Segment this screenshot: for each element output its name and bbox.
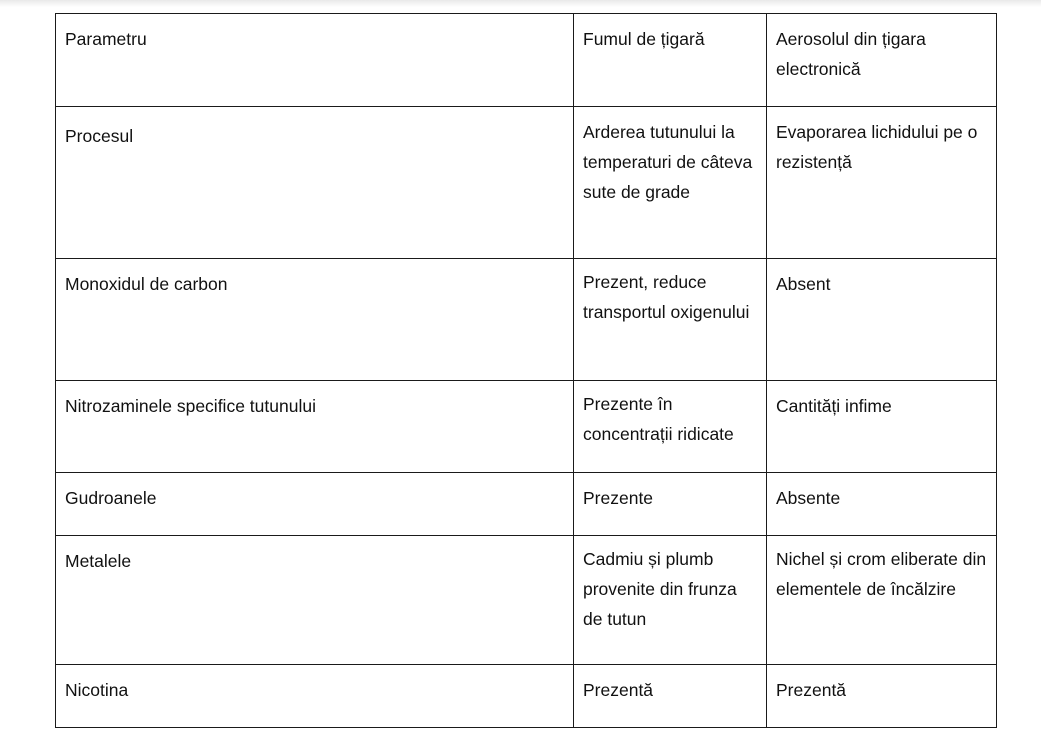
row-label: Gudroanele [56,473,574,536]
cell-ecig-aerosol: Prezentă [767,665,997,728]
table-row [56,665,997,728]
cell-ecig-aerosol: Evaporarea lichidului pe o rezistență [767,107,997,259]
header-cell-parameter: Parametru [56,14,574,107]
row-label: Nitrozaminele specifice tutunului [56,381,574,473]
cell-ecig-aerosol: Absente [767,473,997,536]
cell-cigarette-smoke: Prezent, reduce transportul oxigenului [574,259,767,381]
top-edge-shadow [0,0,1041,7]
cell-ecig-aerosol: Cantități infime [767,381,997,473]
cell-ecig-aerosol: Nichel și crom eliberate din elementele de încălzire [767,536,997,665]
row-label: Nicotina [56,665,574,728]
cell-cigarette-smoke: Arderea tutunului la temperaturi de câteva sute de grade [574,107,767,259]
header-cell-ecig-aerosol: Aerosolul din țigara electronică [767,14,997,107]
table-row [56,473,997,536]
cell-cigarette-smoke: Prezente [574,473,767,536]
table-row [56,381,997,473]
table-row [56,107,997,259]
row-label: Metalele [56,536,574,665]
cell-cigarette-smoke: Cadmiu și plumb provenite din frunza de tutun [574,536,767,665]
cell-cigarette-smoke: Prezente în concentrații ridicate [574,381,767,473]
table-row [56,536,997,665]
table-row [56,259,997,381]
cell-cigarette-smoke: Prezentă [574,665,767,728]
cell-ecig-aerosol: Absent [767,259,997,381]
row-label: Procesul [56,107,574,259]
table-header-row [56,14,997,107]
comparison-table [55,13,997,728]
row-label: Monoxidul de carbon [56,259,574,381]
header-cell-cigarette-smoke: Fumul de țigară [574,14,767,107]
